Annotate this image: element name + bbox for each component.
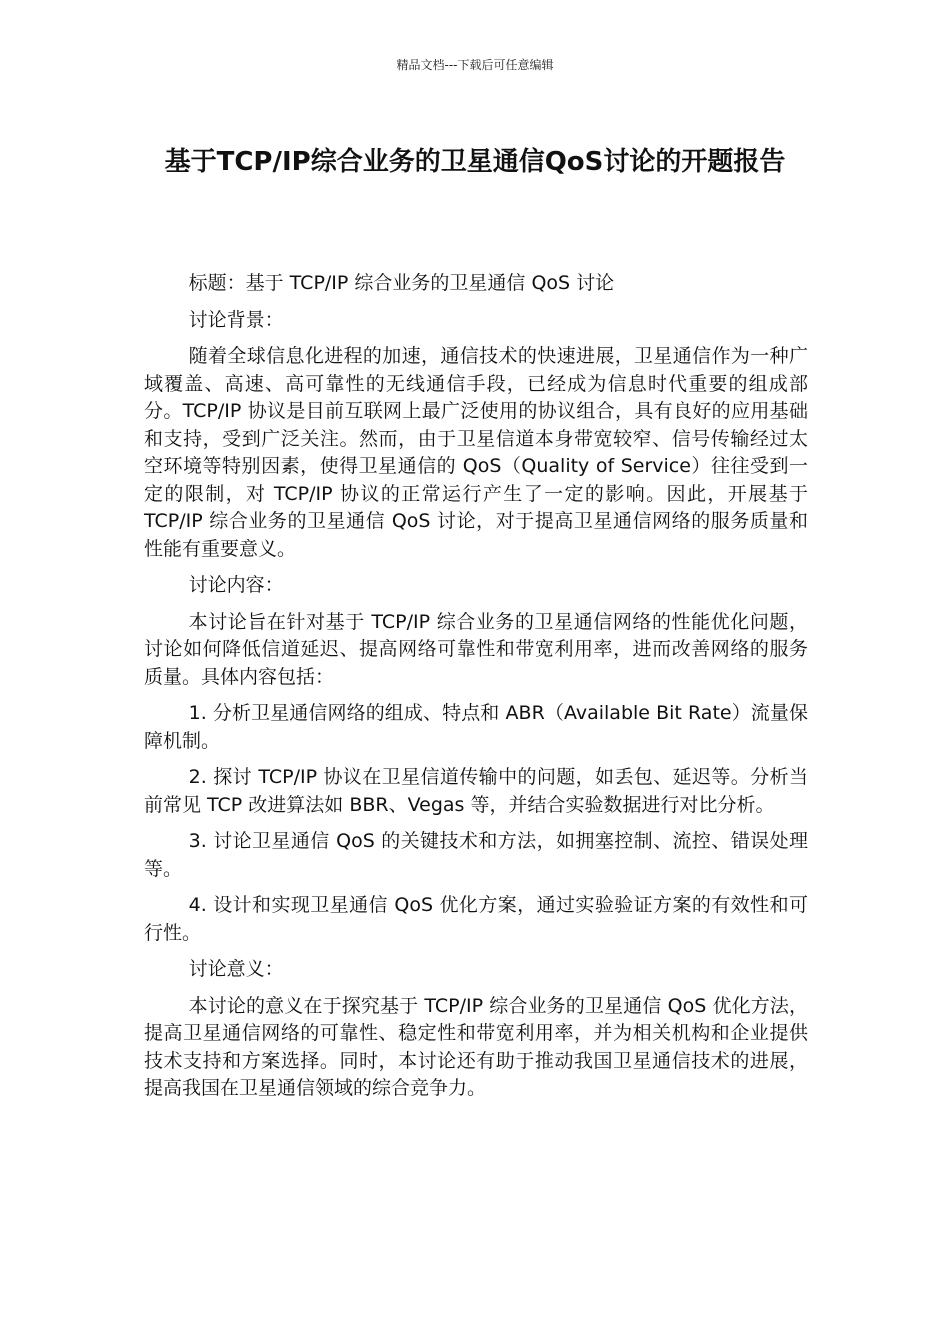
content-intro-paragraph: 本讨论旨在针对基于 TCP/IP 综合业务的卫星通信网络的性能优化问题，讨论如何降低信道延迟、提高网络可靠性和带宽利用率，进而改善网络的服务质量。具体内容包括： [144,610,808,688]
page-header: 精品文档---下载后可任意编辑 [396,58,554,72]
significance-heading: 讨论意义： [188,958,284,980]
document-title: 基于TCP/IP综合业务的卫星通信QoS讨论的开题报告 [164,147,786,177]
content-item-1: 1. 分析卫星通信网络的组成、特点和 ABR（Available Bit Rate）流量保障机制。 [144,702,808,752]
content-heading: 讨论内容： [188,574,284,596]
title-line: 标题：基于 TCP/IP 综合业务的卫星通信 QoS 讨论 [188,272,615,294]
background-heading: 讨论背景： [188,308,284,331]
content-item-3: 3. 讨论卫星通信 QoS 的关键技术和方法，如拥塞控制、流控、错误处理等。 [144,830,808,880]
significance-paragraph: 本讨论的意义在于探究基于 TCP/IP 综合业务的卫星通信 QoS 优化方法，提高卫星通信网络的可靠性、稳定性和带宽利用率，并为相关机构和企业提供技术支持和方案选择。同时，本讨论还有助于推动我国卫星通信技术的进展，提高我国在卫星通信领域的综合竞争力。 [144,994,808,1099]
content-item-2: 2. 探讨 TCP/IP 协议在卫星信道传输中的问题，如丢包、延迟等。分析当前常见 TCP 改进算法如 BBR、Vegas 等，并结合实验数据进行对比分析。 [144,766,808,816]
background-paragraph: 随着全球信息化进程的加速，通信技术的快速进展，卫星通信作为一种广域覆盖、高速、高可靠性的无线通信手段，已经成为信息时代重要的组成部分。TCP/IP 协议是目前互联网上最广泛使用的协议组合，具有良好的应用基础和支持，受到广泛关注。然而，由于卫星信道本身带宽较窄、信号传输经过太空环境等特别因素，使得卫星通信的 QoS（Quality of Service）往往受到一定的限制，对 TCP/IP 协议的正常运行产生了一定的影响。因此，开展基于 TCP/IP 综合业务的卫星通信 QoS 讨论，对于提高卫星通信网络的服务质量和性能有重要意义。 [144,345,808,560]
document-body [144,270,808,1112]
content-item-4: 4. 设计和实现卫星通信 QoS 优化方案，通过实验验证方案的有效性和可行性。 [144,894,808,944]
